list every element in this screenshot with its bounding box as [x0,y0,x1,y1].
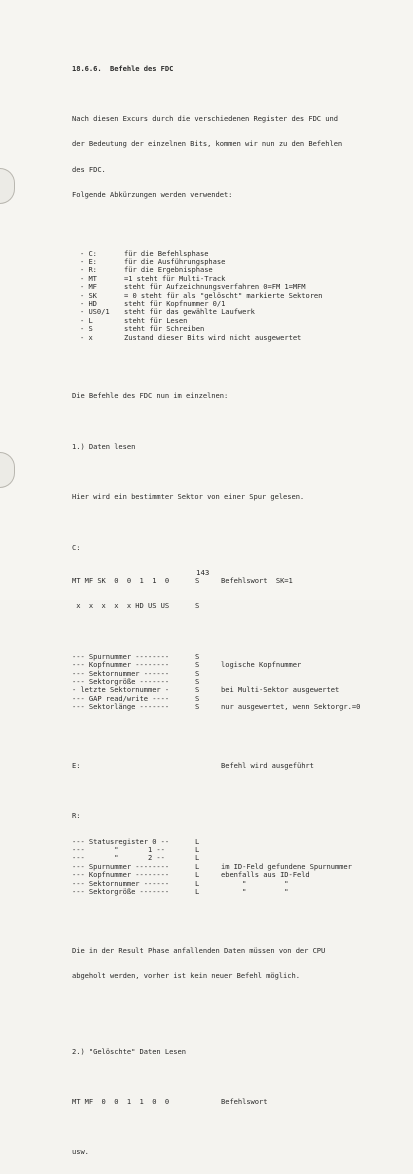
commands-intro: Die Befehle des FDC nun im einzelnen: [72,391,229,401]
direction-flag: S [195,668,200,678]
abbreviation-key: - C: [80,248,97,258]
byte-row [72,871,402,879]
direction-flag: L [195,861,200,871]
cmd1-description: Hier wird ein bestimmter Sektor von einer Spur gelesen. [72,492,305,502]
byte-row [72,678,402,686]
abbreviation-description: steht für Schreiben [124,324,205,334]
abbreviation-key: - US0/1 [80,307,110,317]
abbreviation-description: steht für das gewählte Laufwerk [124,307,255,317]
row-note: " " [221,878,289,888]
abbreviation-description: Zustand dieser Bits wird nicht ausgewertet [124,332,302,342]
result-text-line: Die in der Result Phase anfallenden Daten müssen von der CPU [72,945,326,955]
abbreviation-description: steht für Lesen [124,315,188,325]
intro-line: des FDC. [72,164,106,174]
row-note: bei Multi-Sektor ausgewertet [221,685,340,695]
byte-label: --- Sektornummer ------ [72,668,170,678]
byte-label: --- Sektorgröße ------- [72,676,170,686]
abbreviation-key: - HD [80,298,97,308]
punch-hole [0,452,15,488]
abbreviation-key: - L [80,315,93,325]
command-bits: MT MF 0 0 1 1 0 0 [72,1096,170,1106]
byte-label: - letzte Sektornummer - [72,685,170,695]
direction-flag: S [195,702,200,712]
cmd2-bits-row [72,1098,402,1106]
byte-row [72,703,402,711]
execution-phase-label: E: [72,760,81,770]
execution-note: Befehl wird ausgeführt [221,760,314,770]
abbreviation-item [72,266,402,274]
row-note: Befehlswort SK=1 [221,576,293,586]
byte-row [72,838,402,846]
execution-phase-row [72,762,402,770]
byte-row [72,661,402,669]
byte-row [72,686,402,694]
direction-flag: L [195,836,200,846]
byte-label: --- " 2 -- [72,853,165,863]
byte-label: --- Kopfnummer -------- [72,660,170,670]
byte-row [72,695,402,703]
direction-flag: L [195,853,200,863]
byte-label: --- Statusregister 0 -- [72,836,170,846]
row-note: " " [221,886,289,896]
direction-flag: S [195,651,200,661]
byte-label: --- " 1 -- [72,844,165,854]
row-note: im ID-Feld gefundene Spurnummer [221,861,352,871]
abbreviation-description: für die Ergebnisphase [124,265,213,275]
abbreviation-description: steht für Aufzeichnungsverfahren 0=FM 1=MFM [124,282,306,292]
byte-row [72,880,402,888]
abbreviation-item [72,317,402,325]
command-bits: MT MF SK 0 0 1 1 0 [72,576,170,586]
byte-label: --- Sektorlänge ------- [72,702,170,712]
abbreviation-key: - SK [80,290,97,300]
direction-flag: L [195,886,200,896]
abbreviation-description: =1 steht für Multi-Track [124,273,226,283]
result-byte-list [72,838,402,897]
command-phase-label: C: [72,542,81,552]
abbreviation-description: = 0 steht für als "gelöscht" markierte Sektoren [124,290,323,300]
byte-label: --- GAP read/write ---- [72,693,170,703]
byte-label: --- Spurnummer -------- [72,861,170,871]
punch-hole [0,168,15,204]
abbreviation-description: für die Befehlsphase [124,248,209,258]
command-byte-list [72,653,402,712]
result-text-line: abgeholt werden, vorher ist kein neuer Befehl möglich. [72,970,300,980]
row-note: nur ausgewertet, wenn Sektorgr.=0 [221,702,361,712]
abbreviation-item [72,258,402,266]
direction-flag: S [195,660,200,670]
byte-row [72,670,402,678]
direction-flag: L [195,878,200,888]
row-note: ebenfalls aus ID-Feld [221,870,310,880]
direction-flag: S [195,601,200,611]
abbreviation-key: - R: [80,265,97,275]
abbreviation-key: - E: [80,257,97,267]
direction-flag: S [195,676,200,686]
abbreviation-key: - x [80,332,93,342]
row-note: Befehlswort [221,1096,268,1106]
command-bits: x x x x x HD US US [72,601,170,611]
intro-line: Nach diesen Excurs durch die verschiedenen Register des FDC und [72,114,338,124]
byte-row [72,888,402,896]
command-bits-row [72,577,402,585]
direction-flag: S [195,685,200,695]
cmd2-title: 2.) "Gelöschte" Daten Lesen [72,1046,186,1056]
abbreviation-list [72,250,402,342]
continuation-text: usw. [72,1147,89,1157]
abbreviation-item [72,334,402,342]
page-number: 143 [196,568,210,577]
abbreviation-description: steht für Kopfnummer 0/1 [124,298,226,308]
intro-line: Folgende Abkürzungen werden verwendet: [72,189,233,199]
byte-row [72,854,402,862]
direction-flag: L [195,870,200,880]
direction-flag: L [195,844,200,854]
intro-line: der Bedeutung der einzelnen Bits, kommen wir nun zu den Befehlen [72,139,343,149]
byte-label: --- Sektorgröße ------- [72,886,170,896]
direction-flag: S [195,693,200,703]
abbreviation-item [72,250,402,258]
byte-row [72,653,402,661]
abbreviation-item [72,292,402,300]
byte-row [72,863,402,871]
abbreviation-key: - S [80,324,93,334]
abbreviation-key: - MT [80,273,97,283]
byte-label: --- Spurnummer -------- [72,651,170,661]
document-body [72,48,402,1174]
byte-label: --- Kopfnummer -------- [72,870,170,880]
abbreviation-description: für die Ausführungsphase [124,257,226,267]
byte-label: --- Sektornummer ------ [72,878,170,888]
section-title: 18.6.6. Befehle des FDC [72,63,174,73]
result-phase-label: R: [72,811,81,821]
byte-row [72,846,402,854]
abbreviation-key: - MF [80,282,97,292]
abbreviation-item [72,308,402,316]
command-bits-row [72,602,402,610]
cmd1-title: 1.) Daten lesen [72,441,136,451]
row-note: logische Kopfnummer [221,660,302,670]
direction-flag: S [195,576,200,586]
